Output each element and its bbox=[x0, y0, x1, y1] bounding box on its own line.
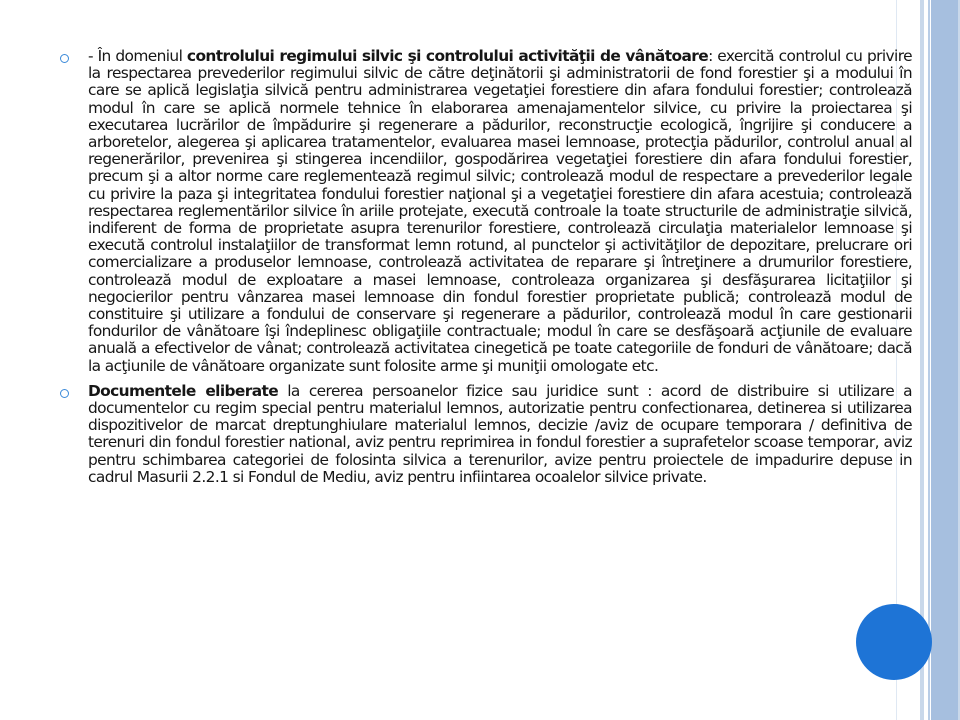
bold-text: controlului regimului silvic şi controlului activităţii de vânătoare bbox=[186, 47, 709, 65]
body-text: la cererea persoanelor fizice sau juridice sunt : acord de distribuire si utilizare a documentelor cu regim special pentru materialul lemnos, autorizatie pentru confectionarea, detinerea si utilizarea dispozitivelor de marcat dreptunghiulare materialul lemnos, decizie /aviz de ocupare temporara / definitiva de terenuri din fondul forestier national, aviz pentru reprimirea in fondul forestier a suprafetelor scoase temporar, aviz pentru schimbarea categoriei de folosinta silvica a terenurilor, avize pentru proiectele de impadurire depuse in cadrul Masurii 2.2.1 si Fondul de Mediu, aviz pentru infiintarea ocoalelor silvice private. bbox=[88, 381, 912, 486]
bullet-item bbox=[60, 383, 912, 486]
bold-text: Documentele eliberate bbox=[88, 381, 279, 400]
slide-content bbox=[60, 48, 912, 494]
border-stripe bbox=[925, 0, 927, 720]
border-stripe bbox=[920, 0, 924, 720]
border-stripe bbox=[928, 0, 930, 720]
border-stripe bbox=[931, 0, 958, 720]
bullet-item bbox=[60, 48, 912, 375]
slide-border-decoration bbox=[920, 0, 960, 720]
paragraph bbox=[88, 48, 912, 375]
circle-bullet-icon bbox=[60, 54, 69, 63]
blue-circle-decoration bbox=[856, 604, 932, 680]
body-text: : exercită controlul cu privire la respectarea prevederilor regimului silvic de către deţinătorii şi administratorii de fond forestier şi a modului în care se aplică legislaţia silvică pentru administrarea vegetaţiei forestiere din afara fondului forestier; controlează modul în care se aplică normele tehnice în elaborarea amenajamentelor silvice, cu privire la proiectarea şi executarea lucrărilor de împădurire şi regenerare a pădurilor, reconstrucţie ecologică, îngrijire şi conducere a arboretelor, alegerea şi aplicarea tratamentelor, evaluarea masei lemnoase, protecţia pădurilor, controlul anual al regenerărilor, prevenirea şi stingerea incendiilor, gospodărirea vegetaţiei forestiere din afara fondului forestier, precum şi a altor norme care reglementează regimul silvic; controlează modul de respectare a prevederilor legale cu privire la paza şi integritatea fondului forestier naţional şi a vegetaţiei forestiere din afara acestuia; controlează respectarea reglementărilor silvice în ariile protejate, execută controale la toate structurile de administraţie silvică, indiferent de forma de proprietate asupra terenurilor forestiere, controlează circulaţia materialelor lemnoase şi execută controlul instalaţiilor de transformat lemn rotund, al punctelor şi activităţilor de depozitare, prelucrare ori comercializare a produselor lemnoase, controlează activitatea de reparare şi întreţinere a drumurilor forestiere, controlează modul de exploatare a masei lemnoase, controleaza organizarea şi desfăşurarea licitaţiilor şi negocierilor pentru vânzarea masei lemnoase din fondul forestier proprietate publică; controlează modul de constituire şi utilizare a fondului de conservare şi regenerare a pădurilor, controlează modul în care gestionarii fondurilor de vânătoare îşi îndeplinesc obligaţiile contractuale; modul în care se desfăşoară acţiunile de evaluare anuală a efectivelor de vânat; controlează activitatea cinegetică pe toate categoriile de fonduri de vânătoare; dacă la acţiunile de vânătoare organizate sunt folosite arme şi muniţii omologate etc. bbox=[88, 47, 912, 375]
circle-bullet-icon bbox=[60, 389, 69, 398]
lead-text: - În domeniul bbox=[88, 47, 187, 65]
paragraph bbox=[88, 383, 912, 486]
